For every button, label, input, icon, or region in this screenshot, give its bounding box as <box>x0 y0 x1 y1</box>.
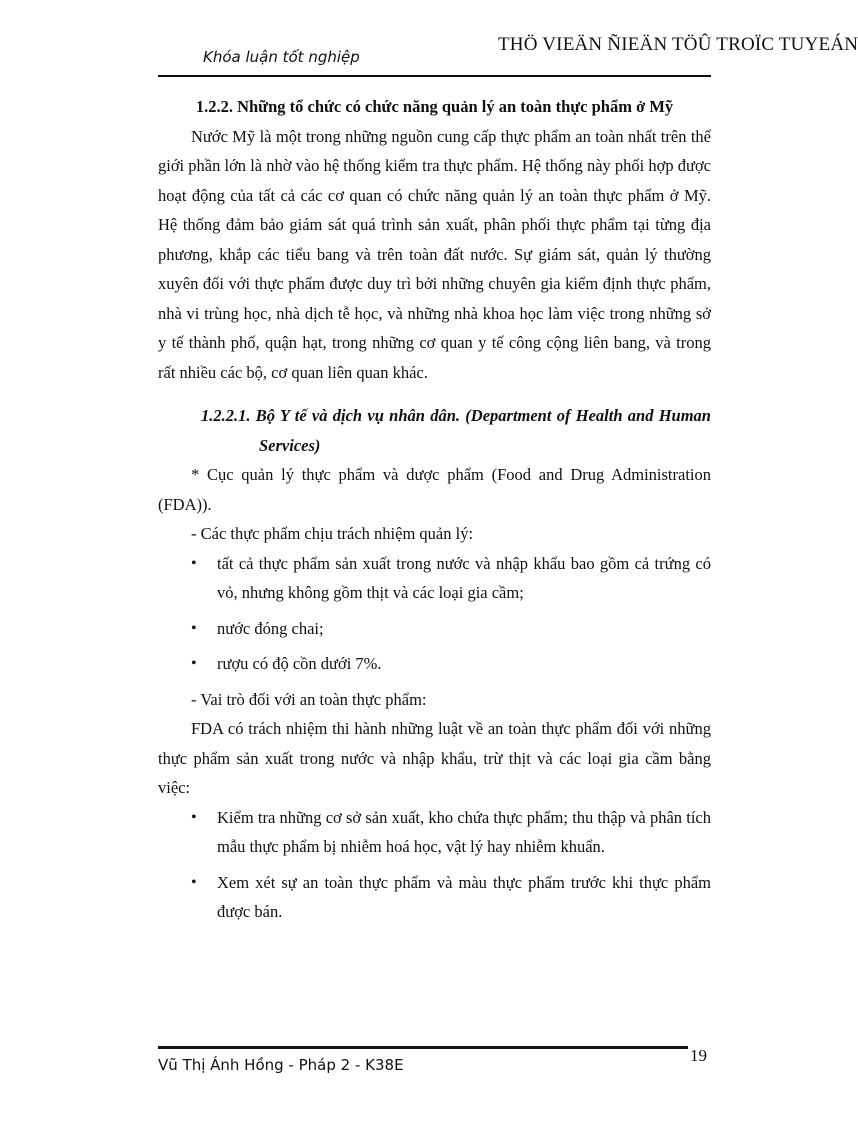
role-label: - Vai trò đối với an toàn thực phẩm: <box>191 689 427 709</box>
list-item: • rượu có độ cồn dưới 7%. <box>158 649 711 679</box>
subsection-title: 1.2.2.1. Bộ Y tế và dịch vụ nhân dân. (Department of Health and Human Services) <box>201 406 711 455</box>
list-item: • Xem xét sự an toàn thực phẩm và màu thực phẩm trước khi thực phẩm được bán. <box>158 868 711 927</box>
section-intro-paragraph: Nước Mỹ là một trong những nguồn cung cấp thực phẩm an toàn nhất trên thế giới phần lớn là nhờ vào hệ thống kiểm tra thực phẩm. Hệ thống này phối hợp được hoạt động của tất cả các cơ quan có chức năng quản lý an toàn thực phẩm ở Mỹ. Hệ thống đảm bảo giám sát quá trình sản xuất, phân phối thực phẩm tại từng địa phương, khắp các tiểu bang và trên toàn đất nước. Sự giám sát, quản lý thường xuyên đối với thực phẩm được duy trì bởi những chuyên gia kiểm định thực phẩm, nhà vi trùng học, nhà dịch tễ học, và những nhà khoa học làm việc trong những sở y tế thành phố, quận hạt, trong những cơ quan y tế công cộng liên bang, và trong rất nhiều các bộ, cơ quan liên quan khác. <box>158 126 711 382</box>
bullet-icon: • <box>191 808 197 826</box>
bullet-icon: • <box>191 873 197 891</box>
fda-intro: * Cục quản lý thực phẩm và dược phẩm (Food and Drug Administration (FDA)). <box>158 465 711 514</box>
role-paragraph: FDA có trách nhiệm thi hành những luật về an toàn thực phẩm đối với những thực phẩm sản xuất trong nước và nhập khẩu, trừ thịt và các loại gia cầm bằng việc: <box>158 719 711 797</box>
footer-author: Vũ Thị Ánh Hồng - Pháp 2 - K38E <box>158 1056 404 1074</box>
header-library-name: THÖ VIEÄN ÑIEÄN TÖÛ TROÏC TUYEÁN <box>498 34 858 55</box>
foods-list <box>158 549 711 679</box>
header-divider <box>158 75 711 77</box>
section-title: 1.2.2. Những tổ chức có chức năng quản lý an toàn thực phẩm ở Mỹ <box>195 97 674 116</box>
footer-divider <box>158 1046 688 1049</box>
page-body <box>158 92 711 933</box>
page-number: 19 <box>690 1046 707 1065</box>
bullet-icon: • <box>191 554 197 572</box>
actions-list <box>158 803 711 927</box>
foods-label: - Các thực phẩm chịu trách nhiệm quản lý: <box>191 524 474 543</box>
list-item: • nước đóng chai; <box>158 614 711 644</box>
bullet-icon: • <box>191 655 197 672</box>
list-item: • Kiểm tra những cơ sở sản xuất, kho chứa thực phẩm; thu thập và phân tích mẫu thực phẩm bị nhiễm hoá học, vật lý hay nhiễm khuẩn. <box>158 803 711 862</box>
bullet-icon: • <box>191 619 197 637</box>
header-title: Khóa luận tốt nghiệp <box>203 48 360 66</box>
list-item: • tất cả thực phẩm sản xuất trong nước và nhập khẩu bao gồm cả trứng có vỏ, nhưng không gồm thịt và các loại gia cầm; <box>158 549 711 608</box>
